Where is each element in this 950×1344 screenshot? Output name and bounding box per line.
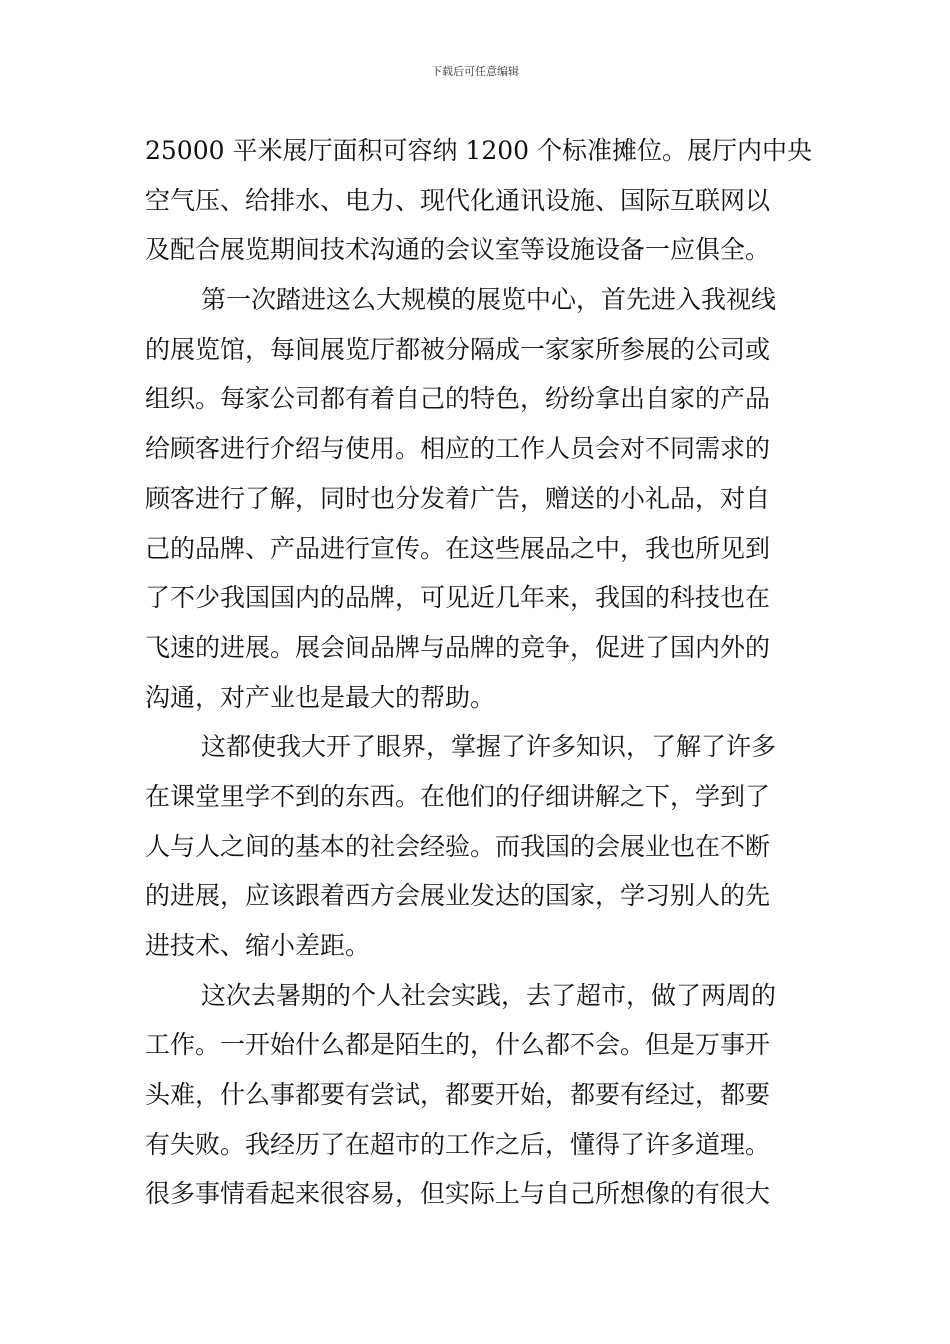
text-line: 这都使我大开了眼界，掌握了许多知识，了解了许多 — [201, 732, 777, 762]
text-line: 给顾客进行介绍与使用。相应的工作人员会对不同需求的 — [145, 434, 771, 464]
text-line: 的展览馆，每间展览厅都被分隔成一家家所参展的公司或 — [145, 334, 771, 364]
text-line: 人与人之间的基本的社会经验。而我国的会展业也在不断 — [145, 831, 771, 861]
text-line: 己的品牌、产品进行宣传。在这些展品之中，我也所见到 — [145, 533, 771, 563]
document-body — [145, 126, 812, 1219]
text-line: 进技术、缩小差距。 — [145, 931, 371, 960]
text-line: 有失败。我经历了在超市的工作之后，懂得了许多道理。 — [145, 1129, 771, 1159]
text-line: 沟通，对产业也是最大的帮助。 — [145, 682, 496, 712]
text-line: 在课堂里学不到的东西。在他们的仔细讲解之下，学到了 — [145, 781, 771, 811]
page-header: 下载后可任意编辑 — [431, 65, 519, 78]
text-line: 很多事情看起来很容易，但实际上与自己所想像的有很大 — [145, 1179, 771, 1209]
text-line: 及配合展览期间技术沟通的会议室等设施设备一应俱全。 — [145, 235, 771, 265]
text-line: 顾客进行了解，同时也分发着广告，赠送的小礼品，对自 — [145, 483, 771, 513]
text-line: 空气压、给排水、电力、现代化通讯设施、国际互联网以 — [145, 185, 771, 215]
text-line: 第一次踏进这么大规模的展览中心，首先进入我视线 — [201, 285, 777, 315]
text-line: 了不少我国国内的品牌，可见近几年来，我国的科技也在 — [145, 583, 771, 613]
text-line: 头难，什么事都要有尝试，都要开始，都要有经过，都要 — [145, 1080, 771, 1110]
text-line: 25000 平米展厅面积可容纳 1200 个标准摊位。展厅内中央 — [145, 136, 812, 165]
text-line: 组织。每家公司都有着自己的特色，纷纷拿出自家的产品 — [145, 384, 771, 414]
text-line: 这次去暑期的个人社会实践，去了超市，做了两周的 — [201, 980, 777, 1010]
text-line: 工作。一开始什么都是陌生的，什么都不会。但是万事开 — [145, 1030, 771, 1060]
text-line: 的进展，应该跟着西方会展业发达的国家，学习别人的先 — [145, 881, 771, 911]
text-line: 飞速的进展。展会间品牌与品牌的竞争，促进了国内外的 — [145, 632, 771, 662]
